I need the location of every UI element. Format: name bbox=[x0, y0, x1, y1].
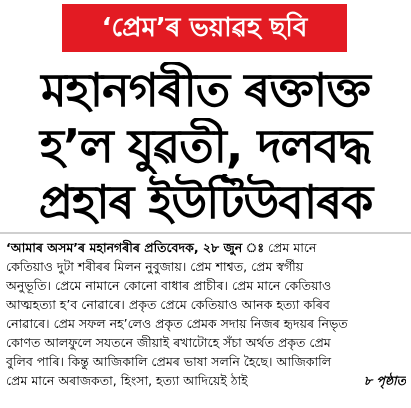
article-line-6: কোণত আলফুলে সযতনে জীয়াই ৰখাটোহে সঁচা অৰ্থত প্ৰকৃত প্ৰেম bbox=[6, 335, 331, 350]
headline-line-2: হ’ল যুৱতী, দলবদ্ধ bbox=[39, 119, 372, 173]
divider bbox=[0, 232, 411, 234]
article-line-1: প্ৰেম মানে bbox=[267, 240, 317, 255]
continued-page-marker[interactable]: ৮ পৃষ্ঠাত bbox=[360, 371, 406, 390]
kicker-banner-area bbox=[0, 4, 411, 56]
article-last-line bbox=[6, 371, 406, 390]
article-line-3: অনুভূতি। প্ৰেমে নামানে কোনো বাধাৰ প্ৰাচীৰ। প্ৰেম মানে কেতিয়াও bbox=[6, 278, 332, 293]
kicker-label: ‘প্ৰেম’ৰ ভয়াৱহ ছবি bbox=[62, 4, 347, 52]
article-first-line bbox=[6, 238, 406, 257]
headline-line-1: মহানগৰীত ৰক্তাক্ত bbox=[41, 63, 370, 117]
article-line-5: নোৱাৰে। প্ৰেম সফল নহ’লেও প্ৰকৃত প্ৰেমক সদায় নিজৰ হৃদয়ৰ নিভৃত bbox=[6, 316, 348, 331]
article-line-4: আত্মহত্যা হ’ব নোৱাৰে। প্ৰকৃত প্ৰেমে কেতিয়াও আনক হত্যা কৰিব bbox=[6, 297, 330, 312]
article-line-8: প্ৰেম মানে অৰাজকতা, হিংসা, হত্যা আদিয়েই ঠাই bbox=[6, 373, 248, 388]
article-body bbox=[6, 238, 406, 390]
article-line-2: কেতিয়াও দুটা শৰীৰৰ মিলন নুবুজায়। প্ৰেম শাশ্বত, প্ৰেম স্বৰ্গীয় bbox=[6, 259, 304, 274]
headline bbox=[4, 62, 407, 230]
headline-line-3: প্ৰহাৰ ইউটিউবাৰক bbox=[38, 175, 373, 229]
article-line-7: বুলিব পাৰি। কিন্তু আজিকালি প্ৰেমৰ ভাষা সলনি হৈছে। আজিকালি bbox=[6, 354, 332, 369]
dateline: ‘আমাৰ অসম’ৰ মহানগৰীৰ প্ৰতিবেদক, ২৮ জুন ঃ bbox=[6, 240, 264, 255]
